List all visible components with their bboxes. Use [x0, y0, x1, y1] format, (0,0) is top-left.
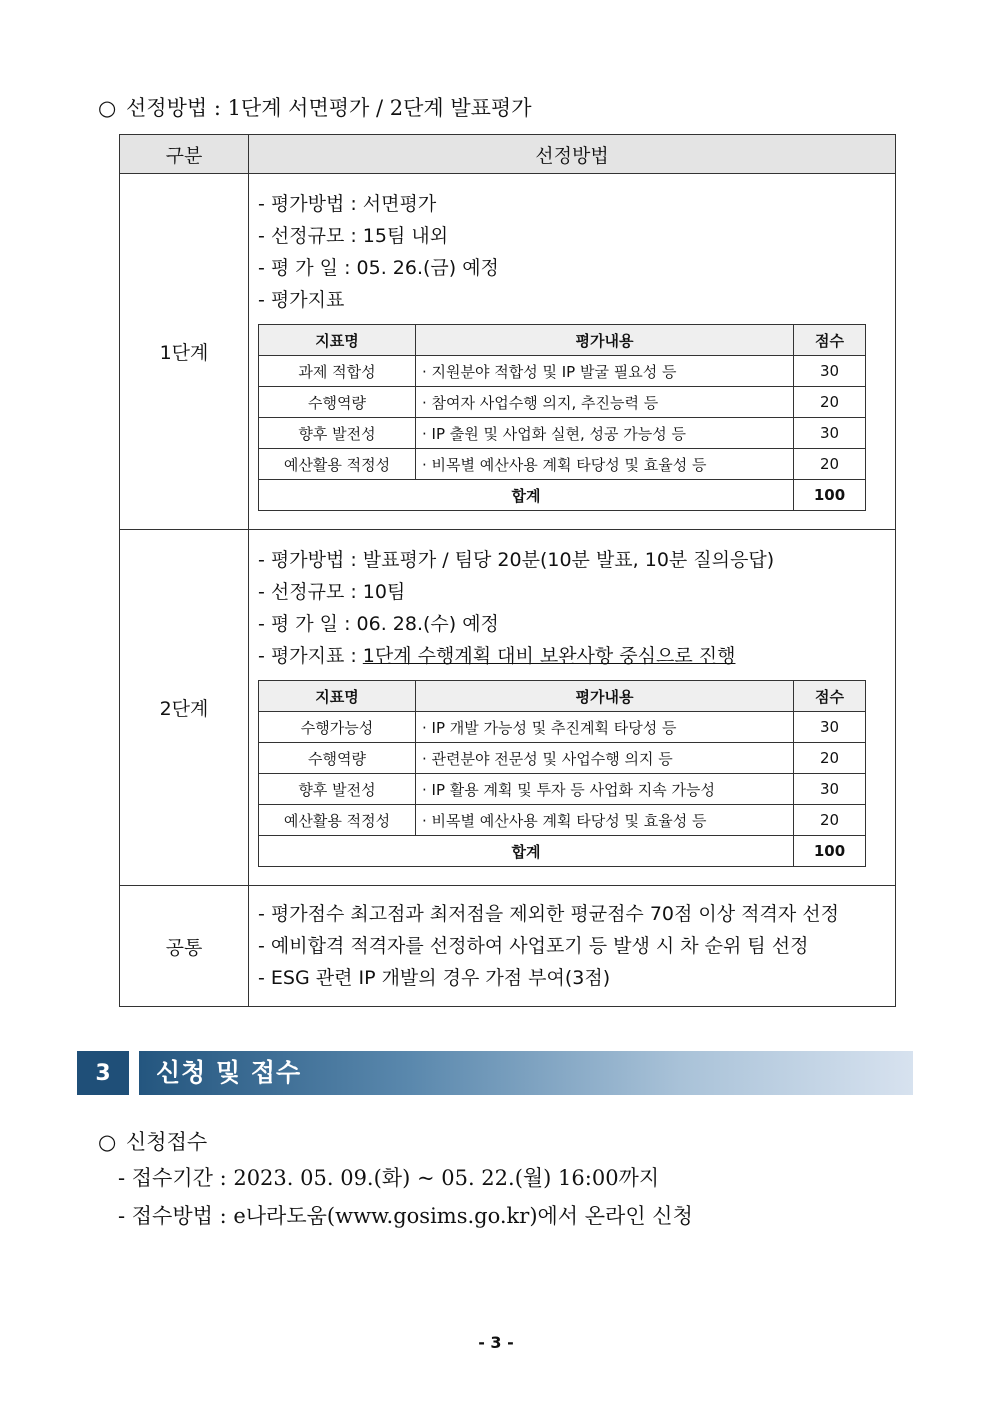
page-number: - 3 -: [478, 1333, 514, 1352]
criteria-name: 예산활용 적정성: [259, 449, 416, 480]
stage2-line-date: - 평 가 일 : 06. 28.(수) 예정: [258, 613, 499, 635]
criteria-header-score: 점수: [794, 681, 866, 712]
stage2-line-scale: - 선정규모 : 10팀: [258, 581, 406, 603]
criteria-total-row: [259, 480, 866, 511]
criteria-score: 20: [794, 805, 866, 836]
criteria-total-value: 100: [794, 480, 866, 511]
section-title: 신청 및 접수: [139, 1051, 913, 1095]
selection-method-heading-text: 선정방법 : 1단계 서면평가 / 2단계 발표평가: [126, 96, 532, 120]
criteria-name: 수행역량: [259, 743, 416, 774]
header-method: 선정방법: [249, 135, 896, 174]
criteria-header-row: [259, 681, 866, 712]
table-row: [259, 774, 866, 805]
selection-method-table: [119, 134, 896, 1007]
criteria-score: 30: [794, 774, 866, 805]
stage2-indicator-prefix: - 평가지표 :: [258, 645, 363, 667]
criteria-header-score: 점수: [794, 325, 866, 356]
stage2-row: [120, 530, 896, 886]
criteria-content: · 비목별 예산사용 계획 타당성 및 효율성 등: [416, 805, 794, 836]
criteria-total-label: 합계: [259, 836, 794, 867]
apply-heading-text: 신청접수: [126, 1130, 208, 1154]
criteria-content: · IP 활용 계획 및 투자 등 사업화 지속 가능성: [416, 774, 794, 805]
criteria-name: 향후 발전성: [259, 774, 416, 805]
criteria-content: · IP 개발 가능성 및 추진계획 타당성 등: [416, 712, 794, 743]
criteria-score: 20: [794, 387, 866, 418]
criteria-content: · 참여자 사업수행 의지, 추진능력 등: [416, 387, 794, 418]
stage2-content: [249, 530, 895, 885]
criteria-total-row: [259, 836, 866, 867]
apply-period: - 접수기간 : 2023. 05. 09.(화) ~ 05. 22.(월) 16:00까지: [118, 1166, 660, 1190]
criteria-header-name: 지표명: [259, 325, 416, 356]
stage2-line-method: - 평가방법 : 발표평가 / 팀당 20분(10분 발표, 10분 질의응답): [258, 549, 775, 571]
common-content: [249, 886, 895, 1006]
criteria-name: 과제 적합성: [259, 356, 416, 387]
section-number: 3: [77, 1051, 129, 1095]
stage1-row: [120, 174, 896, 530]
stage2-label: 2단계: [120, 530, 249, 886]
common-row: [120, 886, 896, 1007]
criteria-name: 예산활용 적정성: [259, 805, 416, 836]
criteria-content: · 관련분야 전문성 및 사업수행 의지 등: [416, 743, 794, 774]
criteria-score: 30: [794, 356, 866, 387]
criteria-score: 30: [794, 418, 866, 449]
selection-method-heading: [98, 92, 532, 122]
table-row: [259, 712, 866, 743]
table-header-row: [120, 135, 896, 174]
stage1-content: [249, 174, 895, 529]
stage1-line-date: - 평 가 일 : 05. 26.(금) 예정: [258, 257, 499, 279]
common-line-3: - ESG 관련 IP 개발의 경우 가점 부여(3점): [258, 967, 611, 989]
criteria-content: · 비목별 예산사용 계획 타당성 및 효율성 등: [416, 449, 794, 480]
common-line-2: - 예비합격 적격자를 선정하여 사업포기 등 발생 시 차 순위 팀 선정: [258, 935, 809, 957]
stage2-indicator-underlined: 1단계 수행계획 대비 보완사항 중심으로 진행: [362, 645, 736, 667]
criteria-name: 향후 발전성: [259, 418, 416, 449]
criteria-header-name: 지표명: [259, 681, 416, 712]
criteria-total-value: 100: [794, 836, 866, 867]
table-row: [259, 387, 866, 418]
stage1-criteria-table: [258, 324, 866, 511]
table-row: [259, 356, 866, 387]
apply-heading: [98, 1126, 207, 1156]
criteria-content: · IP 출원 및 사업화 실현, 성공 가능성 등: [416, 418, 794, 449]
criteria-header-content: 평가내용: [416, 681, 794, 712]
table-row: [259, 418, 866, 449]
common-line-1: - 평가점수 최고점과 최저점을 제외한 평균점수 70점 이상 적격자 선정: [258, 903, 839, 925]
stage1-label: 1단계: [120, 174, 249, 530]
table-row: [259, 743, 866, 774]
criteria-header-content: 평가내용: [416, 325, 794, 356]
criteria-name: 수행가능성: [259, 712, 416, 743]
stage2-criteria-table: [258, 680, 866, 867]
stage1-line-indicator: - 평가지표: [258, 289, 345, 311]
criteria-header-row: [259, 325, 866, 356]
table-row: [259, 449, 866, 480]
criteria-score: 30: [794, 712, 866, 743]
stage1-line-method: - 평가방법 : 서면평가: [258, 193, 437, 215]
criteria-total-label: 합계: [259, 480, 794, 511]
apply-method: - 접수방법 : e나라도움(www.gosims.go.kr)에서 온라인 신청: [118, 1204, 693, 1228]
criteria-score: 20: [794, 743, 866, 774]
criteria-score: 20: [794, 449, 866, 480]
circle-bullet-icon: ○: [98, 1130, 117, 1154]
criteria-name: 수행역량: [259, 387, 416, 418]
common-label: 공통: [120, 886, 249, 1007]
circle-bullet-icon: ○: [98, 96, 117, 120]
header-category: 구분: [120, 135, 249, 174]
criteria-content: · 지원분야 적합성 및 IP 발굴 필요성 등: [416, 356, 794, 387]
table-row: [259, 805, 866, 836]
stage1-line-scale: - 선정규모 : 15팀 내외: [258, 225, 449, 247]
stage2-line-indicator: [258, 640, 885, 672]
